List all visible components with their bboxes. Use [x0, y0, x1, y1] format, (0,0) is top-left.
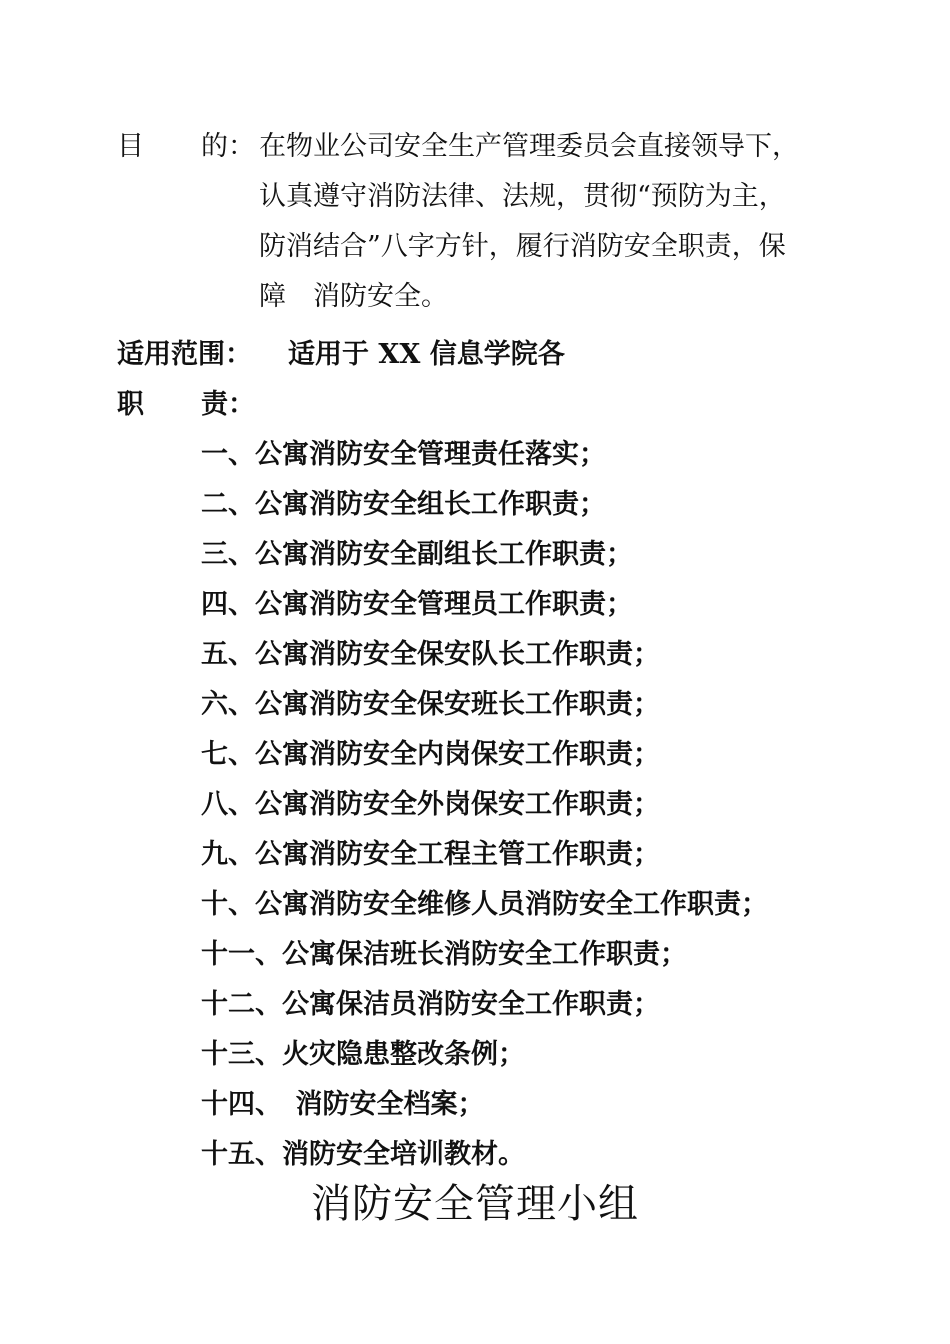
scope-label: 适用范围： [117, 339, 252, 370]
duty-item-text: 三、公寓消防安全副组长工作职责； [201, 539, 633, 570]
duty-item-text: 十四、 消防安全档案； [201, 1089, 485, 1120]
purpose-label-left: 目 [117, 131, 144, 162]
duty-item-text: 六、公寓消防安全保安班长工作职责； [201, 689, 660, 720]
purpose-line-3: 防消结合”八字方针，履行消防安全职责，保 [259, 231, 786, 262]
purpose-line-2: 认真遵守消防法律、法规，贯彻“预防为主， [259, 181, 786, 212]
purpose-line-4: 障 消防安全。 [259, 281, 448, 312]
duty-item-text: 四、公寓消防安全管理员工作职责； [201, 589, 633, 620]
duties-label-left: 职 [117, 389, 144, 420]
scope-value: 适用于 XX 信息学院各 [288, 339, 565, 370]
duty-item-text: 二、公寓消防安全组长工作职责； [201, 489, 606, 520]
duty-item-text: 十三、火灾隐患整改条例； [201, 1039, 525, 1070]
purpose-line-1: 在物业公司安全生产管理委员会直接领导下， [259, 131, 799, 162]
duty-item-text: 八、公寓消防安全外岗保安工作职责； [201, 789, 660, 820]
duty-item-text: 十五、消防安全培训教材。 [201, 1139, 525, 1170]
duty-item-text: 十、公寓消防安全维修人员消防安全工作职责； [201, 889, 768, 920]
duty-item-text: 十一、公寓保洁班长消防安全工作职责； [201, 939, 687, 970]
duty-item-text: 七、公寓消防安全内岗保安工作职责； [201, 739, 660, 770]
duty-item-text: 五、公寓消防安全保安队长工作职责； [201, 639, 660, 670]
section-title: 消防安全管理小组 [311, 1181, 639, 1227]
duty-item-text: 十二、公寓保洁员消防安全工作职责； [201, 989, 660, 1020]
duty-item-text: 九、公寓消防安全工程主管工作职责； [201, 839, 660, 870]
purpose-label-right: 的： [201, 131, 255, 162]
duty-item-text: 一、公寓消防安全管理责任落实； [201, 439, 606, 470]
duties-label-right: 责： [201, 389, 255, 420]
